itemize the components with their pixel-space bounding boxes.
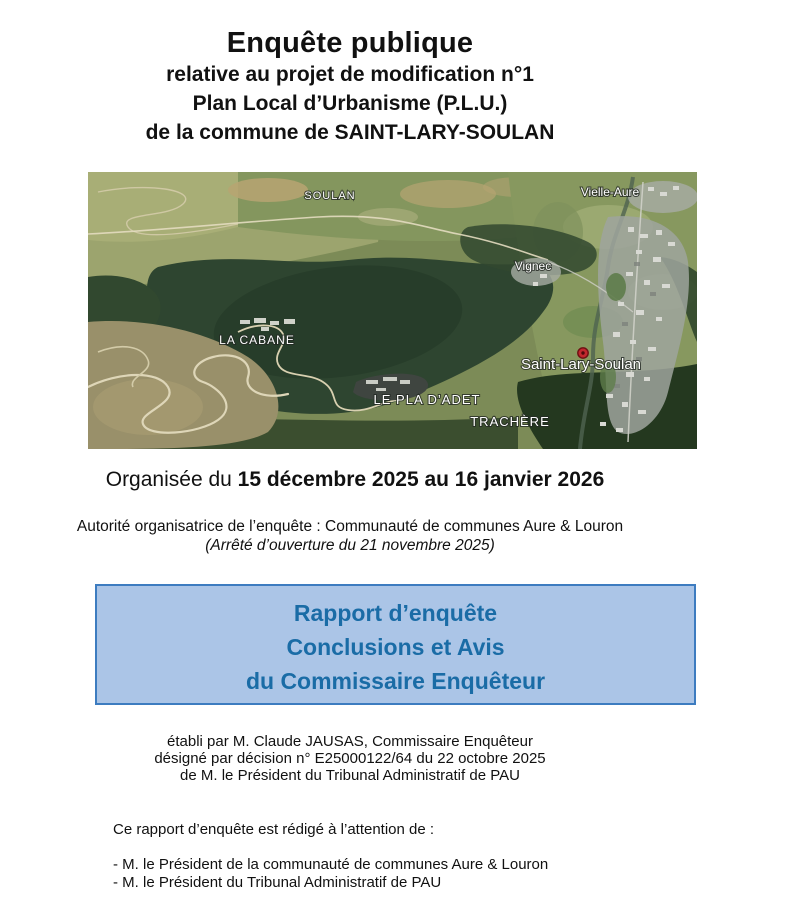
page-subtitle-3: de la commune de SAINT-LARY-SOULAN bbox=[145, 121, 555, 144]
page-subtitle-2: Plan Local d’Urbanisme (P.L.U.) bbox=[192, 92, 508, 115]
author-line-2: désigné par décision n° E25000122/64 du 22 octobre 2025 bbox=[154, 750, 546, 767]
map-label-vignec: Vignec bbox=[514, 259, 552, 273]
map-label-le-pla-d-adet: LE PLA D’ADET bbox=[373, 392, 481, 407]
page-subtitle-1: relative au projet de modification n°1 bbox=[166, 63, 534, 86]
map-label-saint-lary-soulan: Saint-Lary-Soulan bbox=[520, 356, 642, 373]
author-block bbox=[0, 733, 700, 784]
satellite-map-image bbox=[88, 172, 697, 449]
inquiry-dates-line bbox=[0, 467, 710, 493]
map-label-soulan: SOULAN bbox=[304, 190, 356, 202]
author-line-3: de M. le Président du Tribunal Administratif de PAU bbox=[180, 767, 520, 784]
report-box-line-1: Rapport d’enquête bbox=[293, 600, 498, 626]
recipients-intro: Ce rapport d’enquête est rédigé à l’attention de : bbox=[113, 821, 435, 838]
map-label-la-cabane: LA CABANE bbox=[219, 333, 295, 347]
authority-organizer: Autorité organisatrice de l’enquête : Communauté de communes Aure & Louron bbox=[76, 518, 624, 535]
recipient-item: - M. le Président du Tribunal Administratif de PAU bbox=[113, 874, 442, 891]
report-title-box bbox=[95, 584, 696, 705]
authority-decree: (Arrêté d’ouverture du 21 novembre 2025) bbox=[205, 537, 495, 554]
inquiry-dates-prefix: Organisée du bbox=[105, 468, 238, 491]
map-label-vielle-aure: Vielle-Aure bbox=[580, 185, 640, 199]
satellite-map-svg bbox=[88, 172, 697, 449]
author-line-1: établi par M. Claude JAUSAS, Commissaire Enquêteur bbox=[167, 733, 533, 750]
inquiry-dates-range: 15 décembre 2025 au 16 janvier 2026 bbox=[237, 468, 605, 491]
recipients-block bbox=[113, 821, 713, 892]
page-title: Enquête publique bbox=[226, 27, 474, 59]
title-block bbox=[0, 26, 700, 147]
recipient-item: - M. le Président de la communauté de communes Aure & Louron bbox=[113, 856, 549, 873]
map-label-trachere: TRACHÈRE bbox=[470, 414, 550, 429]
report-box-line-3: du Commissaire Enquêteur bbox=[245, 668, 546, 694]
authority-block bbox=[0, 517, 700, 555]
report-box-line-2: Conclusions et Avis bbox=[286, 634, 505, 660]
